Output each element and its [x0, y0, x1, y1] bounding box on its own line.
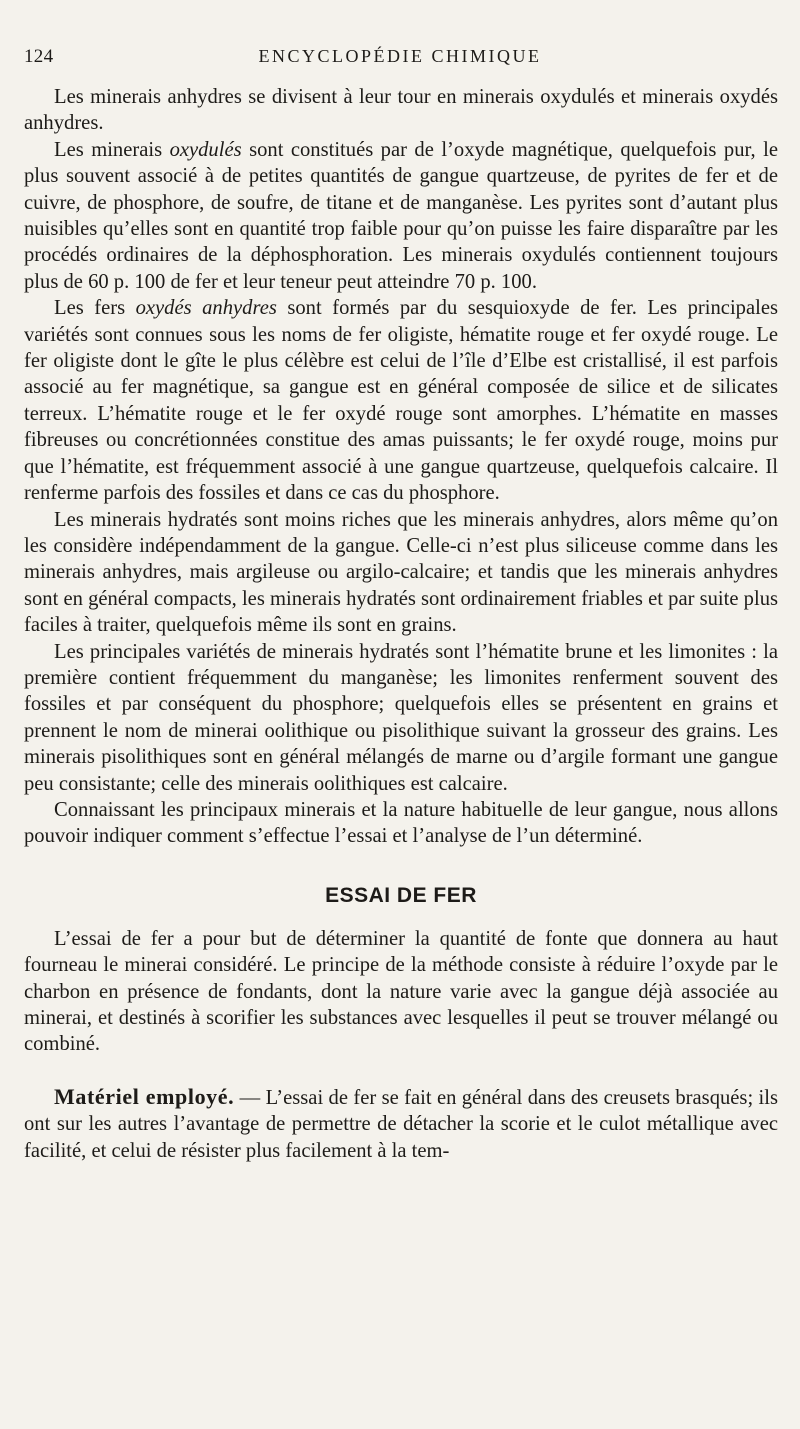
- section-intro: L’essai de fer a pour but de déterminer la quantité de fonte que donnera au haut fourneau le minerai considéré. Le principe de la méthode consiste à réduire l’oxyde par le charbon en présence de fondants, dont la nature varie avec la gangue déjà associée au minerai, et destinés à scorifier les substances avec lesquelles il peut se trouver mélangé ou combiné.: [24, 927, 778, 1056]
- paragraph-3: Les fers oxydés anhydres sont formés par du sesquioxyde de fer. Les principales variétés sont connues sous les noms de fer oligiste, hématite rouge et fer oxydé rouge. Le fer oligiste dont le gîte le plus célèbre est celui de l’île d’Elbe est cristallisé, il est parfois associé au fer magnétique, sa gangue est en général composée de silice et de silicates terreux. L’hématite rouge et le fer oxydé rouge sont amorphes. L’hématite en masses fibreuses ou concrétionnées constitue des amas puissants; le fer oxydé rouge, moins pur que l’hématite, est fréquemment associé à une gangue quartzeuse, quelquefois calcaire. Il renferme parfois des fossiles et dans ce cas du phosphore.: [24, 297, 778, 505]
- paragraph-4: Les minerais hydratés sont moins riches que les minerais anhydres, alors même qu’on les considère indépendamment de la gangue. Celle-ci n’est plus siliceuse comme dans les minerais anhydres, mais argileuse ou argilo-calcaire; et tandis que les minerais anhydres sont en général compacts, les minerais hydratés sont ordinairement friables et par suite plus faciles à traiter, quelquefois même ils sont en grains.: [24, 508, 778, 637]
- page-body: [24, 84, 778, 1164]
- term-oxydules: oxydulés: [169, 138, 242, 161]
- paragraph-2: Les minerais oxydulés sont constitués par de l’oxyde magnétique, quelquefois pur, le plus souvent associé à de petites quantités de gangue quartzeuse, de pyrites de fer et de cuivre, de phosphore, de soufre, de titane et de manganèse. Les pyrites sont d’autant plus nuisibles qu’elles sont en quantité trop faible pour qu’on puisse les faire disparaître par les procédés ordinaires de la déphosphoration. Les minerais oxydulés contiennent toujours plus de 60 p. 100 de fer et leur teneur peut atteindre 70 p. 100.: [24, 138, 778, 293]
- paragraph-1: Les minerais anhydres se divisent à leur tour en minerais oxydulés et minerais oxydés anhydres.: [24, 86, 778, 135]
- page-number: 124: [24, 46, 54, 67]
- materiel-paragraph: Matériel employé. — L’essai de fer se fait en général dans des creusets brasqués; ils ont sur les autres l’avantage de permettre de détacher la scorie et le culot métallique avec facilité, et celui de résister plus facilement à la tem-: [24, 1083, 778, 1162]
- paragraph-5: Les principales variétés de minerais hydratés sont l’hématite brune et les limonites : la première contient fréquemment du manganèse; les limonites renferment souvent des fossiles et par conséquent du phosphore; quelquefois elles se présentent en grains et prennent le nom de minerai oolithique ou pisolithique suivant la grosseur des grains. Les minerais pisolithiques sont en général mélangés de marne ou d’argile formant une gangue peu consistante; celle des minerais oolithiques est calcaire.: [24, 640, 778, 795]
- page-header: [24, 46, 776, 72]
- paragraph-6: Connaissant les principaux minerais et la nature habituelle de leur gangue, nous allons pouvoir indiquer comment s’effectue l’essai et l’analyse de l’un déterminé.: [24, 798, 778, 848]
- section-title: ESSAI DE FER: [325, 883, 477, 907]
- term-oxydes-anhydres: oxydés anhydres: [135, 297, 277, 320]
- running-title: ENCYCLOPÉDIE CHIMIQUE: [258, 46, 542, 66]
- subsection-heading: Matériel employé.: [54, 1083, 235, 1109]
